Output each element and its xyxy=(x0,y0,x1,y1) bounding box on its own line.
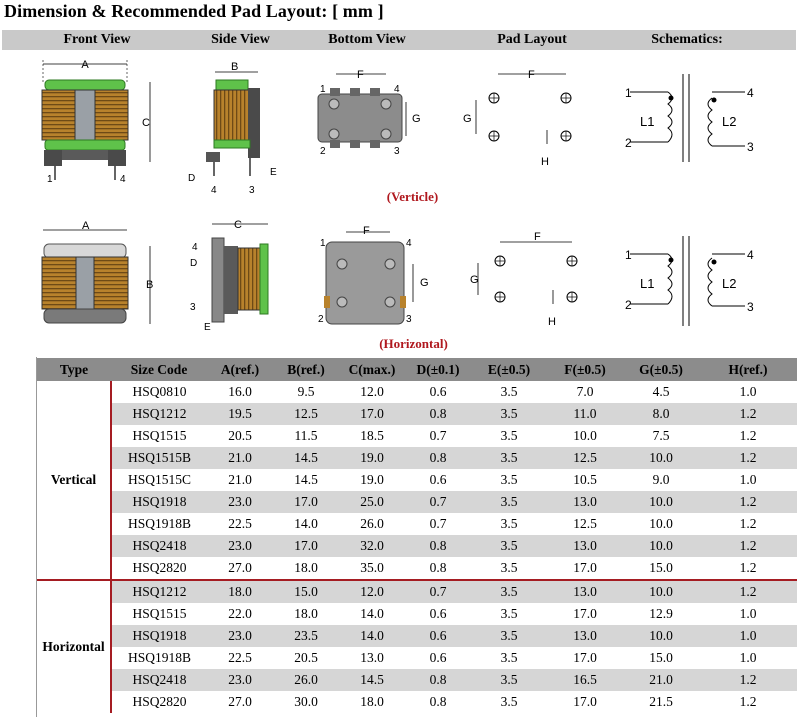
size-code-cell: HSQ2418 xyxy=(111,669,207,691)
size-code-cell: HSQ1515 xyxy=(111,425,207,447)
table-cell: 18.0 xyxy=(207,580,273,603)
table-cell: 11.5 xyxy=(273,425,339,447)
table-cell: 0.7 xyxy=(405,580,471,603)
table-cell: 15.0 xyxy=(623,647,699,669)
table-cell: 16.0 xyxy=(207,381,273,403)
table-cell: 1.0 xyxy=(699,381,797,403)
dim-label-F: F xyxy=(357,69,364,81)
table-cell: 22.5 xyxy=(207,513,273,535)
table-cell: 1.2 xyxy=(699,580,797,603)
table-cell: 32.0 xyxy=(339,535,405,557)
column-header: D(±0.1) xyxy=(405,358,471,381)
table-row xyxy=(37,469,797,491)
svg-text:1: 1 xyxy=(320,84,326,95)
table-cell: 0.8 xyxy=(405,669,471,691)
table-cell: 1.2 xyxy=(699,447,797,469)
table-cell: 10.0 xyxy=(623,580,699,603)
vertical-pad-layout xyxy=(463,69,571,168)
dim-label-A: A xyxy=(81,59,89,71)
table-row xyxy=(37,381,797,403)
table-cell: 3.5 xyxy=(471,491,547,513)
table-row xyxy=(37,425,797,447)
table-cell: 10.0 xyxy=(623,491,699,513)
dim-label-E: E xyxy=(270,167,277,178)
table-cell: 1.2 xyxy=(699,425,797,447)
vertical-schematic xyxy=(625,74,754,162)
page-title: Dimension & Recommended Pad Layout: [ mm ] xyxy=(4,1,384,21)
table-cell: 3.5 xyxy=(471,513,547,535)
table-cell: 1.0 xyxy=(699,625,797,647)
table-cell: 20.5 xyxy=(273,647,339,669)
table-cell: 15.0 xyxy=(273,580,339,603)
table-cell: 35.0 xyxy=(339,557,405,580)
vertical-front-view xyxy=(42,59,150,185)
dim-label-G: G xyxy=(412,113,421,125)
svg-text:E: E xyxy=(204,322,211,333)
table-cell: 14.5 xyxy=(273,447,339,469)
table-cell: 0.7 xyxy=(405,513,471,535)
table-cell: 3.5 xyxy=(471,647,547,669)
table-cell: 10.0 xyxy=(623,447,699,469)
table-cell: 14.0 xyxy=(339,625,405,647)
svg-text:4: 4 xyxy=(406,238,412,249)
coil-label-L1: L1 xyxy=(640,114,655,129)
table-cell: 19.0 xyxy=(339,469,405,491)
table-row xyxy=(37,535,797,557)
table-cell: 0.6 xyxy=(405,603,471,625)
table-cell: 27.0 xyxy=(207,557,273,580)
schematics-header: Schematics: xyxy=(651,32,723,47)
size-code-cell: HSQ1918B xyxy=(111,647,207,669)
table-cell: 17.0 xyxy=(547,647,623,669)
table-cell: 3.5 xyxy=(471,557,547,580)
column-header: H(ref.) xyxy=(699,358,797,381)
table-cell: 12.9 xyxy=(623,603,699,625)
column-header: Type xyxy=(37,358,111,381)
table-cell: 12.0 xyxy=(339,580,405,603)
column-header: B(ref.) xyxy=(273,358,339,381)
type-group-cell: Vertical xyxy=(37,381,111,580)
table-row xyxy=(37,603,797,625)
table-cell: 16.5 xyxy=(547,669,623,691)
table-cell: 14.5 xyxy=(339,669,405,691)
table-cell: 23.5 xyxy=(273,625,339,647)
horizontal-side-view xyxy=(190,219,268,333)
svg-text:2: 2 xyxy=(625,136,632,150)
table-cell: 15.0 xyxy=(623,557,699,580)
column-header: F(±0.5) xyxy=(547,358,623,381)
table-cell: 3.5 xyxy=(471,469,547,491)
table-cell: 17.0 xyxy=(273,491,339,513)
table-cell: 1.2 xyxy=(699,557,797,580)
svg-text:1: 1 xyxy=(625,248,632,262)
table-cell: 0.8 xyxy=(405,557,471,580)
horizontal-caption: (Horizontal) xyxy=(379,336,448,351)
svg-text:4: 4 xyxy=(747,86,754,100)
svg-text:F: F xyxy=(528,69,535,81)
table-cell: 1.2 xyxy=(699,669,797,691)
table-cell: 23.0 xyxy=(207,535,273,557)
table-cell: 1.0 xyxy=(699,603,797,625)
table-cell: 10.0 xyxy=(623,513,699,535)
size-code-cell: HSQ1515 xyxy=(111,603,207,625)
svg-text:C: C xyxy=(234,219,242,231)
vertical-side-view xyxy=(188,61,277,196)
svg-text:L2: L2 xyxy=(722,276,737,291)
table-cell: 4.5 xyxy=(623,381,699,403)
table-row xyxy=(37,557,797,580)
size-code-cell: HSQ1918 xyxy=(111,491,207,513)
svg-text:G: G xyxy=(470,274,479,286)
pin-label-4-side: 4 xyxy=(211,185,217,196)
horizontal-schematic xyxy=(625,236,754,326)
table-cell: 18.5 xyxy=(339,425,405,447)
table-cell: 17.0 xyxy=(339,403,405,425)
table-cell: 23.0 xyxy=(207,491,273,513)
horizontal-pad-layout xyxy=(470,231,577,328)
table-header-row xyxy=(37,358,797,381)
size-code-cell: HSQ0810 xyxy=(111,381,207,403)
table-cell: 3.5 xyxy=(471,603,547,625)
table-cell: 3.5 xyxy=(471,535,547,557)
table-cell: 27.0 xyxy=(207,691,273,713)
svg-text:F: F xyxy=(534,231,541,243)
table-cell: 18.0 xyxy=(273,557,339,580)
column-header: E(±0.5) xyxy=(471,358,547,381)
table-cell: 12.5 xyxy=(547,447,623,469)
pin-label-1: 1 xyxy=(47,174,53,185)
table-cell: 1.2 xyxy=(699,513,797,535)
size-code-cell: HSQ1918 xyxy=(111,625,207,647)
table-row xyxy=(37,691,797,713)
svg-text:2: 2 xyxy=(318,314,324,325)
svg-text:3: 3 xyxy=(747,140,754,154)
svg-text:1: 1 xyxy=(320,238,326,249)
table-cell: 0.8 xyxy=(405,447,471,469)
table-cell: 0.7 xyxy=(405,491,471,513)
table-cell: 0.6 xyxy=(405,647,471,669)
size-code-cell: HSQ1212 xyxy=(111,580,207,603)
table-cell: 19.0 xyxy=(339,447,405,469)
table-cell: 3.5 xyxy=(471,425,547,447)
table-cell: 11.0 xyxy=(547,403,623,425)
horizontal-front-view xyxy=(42,220,153,324)
column-header: G(±0.5) xyxy=(623,358,699,381)
svg-text:F: F xyxy=(363,225,370,237)
table-cell: 14.5 xyxy=(273,469,339,491)
dim-label-D: D xyxy=(188,173,196,184)
table-cell: 22.5 xyxy=(207,647,273,669)
size-code-cell: HSQ2418 xyxy=(111,535,207,557)
table-row xyxy=(37,580,797,603)
svg-text:3: 3 xyxy=(190,302,196,313)
dim-label-C: C xyxy=(142,117,150,129)
table-cell: 21.0 xyxy=(207,469,273,491)
svg-text:2: 2 xyxy=(625,298,632,312)
table-cell: 21.0 xyxy=(207,447,273,469)
table-row xyxy=(37,403,797,425)
svg-text:B: B xyxy=(146,279,154,291)
table-cell: 12.5 xyxy=(547,513,623,535)
table-row xyxy=(37,491,797,513)
table-cell: 13.0 xyxy=(547,491,623,513)
bottom-view-header: Bottom View xyxy=(328,32,406,47)
size-code-cell: HSQ2820 xyxy=(111,691,207,713)
table-cell: 1.2 xyxy=(699,403,797,425)
vertical-bottom-view xyxy=(318,69,421,157)
vertical-caption: (Verticle) xyxy=(386,189,439,204)
table-cell: 26.0 xyxy=(273,669,339,691)
table-cell: 12.5 xyxy=(273,403,339,425)
type-group-cell: Horizontal xyxy=(37,580,111,713)
table-cell: 10.0 xyxy=(623,625,699,647)
coil-label-L2: L2 xyxy=(722,114,737,129)
spec-table xyxy=(37,358,797,713)
table-cell: 17.0 xyxy=(547,691,623,713)
table-cell: 3.5 xyxy=(471,580,547,603)
table-cell: 0.6 xyxy=(405,625,471,647)
column-header: C(max.) xyxy=(339,358,405,381)
front-view-header: Front View xyxy=(63,32,131,47)
table-cell: 10.5 xyxy=(547,469,623,491)
table-cell: 10.0 xyxy=(623,535,699,557)
table-cell: 12.0 xyxy=(339,381,405,403)
size-code-cell: HSQ1515B xyxy=(111,447,207,469)
table-cell: 1.2 xyxy=(699,491,797,513)
svg-text:A: A xyxy=(82,220,90,232)
table-cell: 7.0 xyxy=(547,381,623,403)
table-cell: 0.6 xyxy=(405,469,471,491)
table-cell: 3.5 xyxy=(471,669,547,691)
horizontal-bottom-view xyxy=(318,225,429,325)
table-row xyxy=(37,625,797,647)
column-header: Size Code xyxy=(111,358,207,381)
table-cell: 13.0 xyxy=(547,580,623,603)
table-cell: 8.0 xyxy=(623,403,699,425)
size-code-cell: HSQ1515C xyxy=(111,469,207,491)
column-header: A(ref.) xyxy=(207,358,273,381)
table-row xyxy=(37,513,797,535)
table-cell: 14.0 xyxy=(273,513,339,535)
dim-label-H: H xyxy=(541,156,549,168)
pad-layout-header: Pad Layout xyxy=(497,32,567,47)
table-cell: 9.5 xyxy=(273,381,339,403)
size-code-cell: HSQ2820 xyxy=(111,557,207,580)
table-cell: 21.5 xyxy=(623,691,699,713)
table-cell: 3.5 xyxy=(471,691,547,713)
svg-text:G: G xyxy=(420,277,429,289)
table-row xyxy=(37,647,797,669)
table-cell: 0.7 xyxy=(405,425,471,447)
table-cell: 23.0 xyxy=(207,625,273,647)
table-cell: 13.0 xyxy=(547,535,623,557)
table-cell: 3.5 xyxy=(471,625,547,647)
table-cell: 0.8 xyxy=(405,403,471,425)
svg-text:3: 3 xyxy=(394,146,400,157)
table-cell: 0.6 xyxy=(405,381,471,403)
table-body xyxy=(37,381,797,713)
table-cell: 7.5 xyxy=(623,425,699,447)
svg-text:4: 4 xyxy=(747,248,754,262)
table-cell: 1.0 xyxy=(699,469,797,491)
table-cell: 18.0 xyxy=(339,691,405,713)
size-code-cell: HSQ1918B xyxy=(111,513,207,535)
table-cell: 23.0 xyxy=(207,669,273,691)
table-cell: 10.0 xyxy=(547,425,623,447)
svg-text:H: H xyxy=(548,316,556,328)
table-cell: 19.5 xyxy=(207,403,273,425)
table-cell: 0.8 xyxy=(405,535,471,557)
table-cell: 17.0 xyxy=(547,557,623,580)
table-cell: 18.0 xyxy=(273,603,339,625)
table-cell: 30.0 xyxy=(273,691,339,713)
table-cell: 22.0 xyxy=(207,603,273,625)
table-cell: 3.5 xyxy=(471,403,547,425)
svg-text:4: 4 xyxy=(192,242,198,253)
table-cell: 25.0 xyxy=(339,491,405,513)
table-cell: 20.5 xyxy=(207,425,273,447)
table-cell: 14.0 xyxy=(339,603,405,625)
table-cell: 1.2 xyxy=(699,691,797,713)
table-cell: 3.5 xyxy=(471,381,547,403)
table-cell: 9.0 xyxy=(623,469,699,491)
table-cell: 26.0 xyxy=(339,513,405,535)
side-view-header: Side View xyxy=(211,32,270,47)
svg-text:3: 3 xyxy=(747,300,754,314)
pin-label-3-side: 3 xyxy=(249,185,255,196)
svg-text:4: 4 xyxy=(394,84,400,95)
table-row xyxy=(37,447,797,469)
table-cell: 17.0 xyxy=(547,603,623,625)
table-cell: 0.8 xyxy=(405,691,471,713)
table-cell: 1.2 xyxy=(699,535,797,557)
table-row xyxy=(37,669,797,691)
table-cell: 13.0 xyxy=(547,625,623,647)
view-header-bar xyxy=(2,30,796,50)
svg-text:2: 2 xyxy=(320,146,326,157)
table-cell: 3.5 xyxy=(471,447,547,469)
svg-text:1: 1 xyxy=(625,86,632,100)
svg-text:L1: L1 xyxy=(640,276,655,291)
table-cell: 13.0 xyxy=(339,647,405,669)
dim-label-B: B xyxy=(231,61,239,73)
svg-text:D: D xyxy=(190,258,198,269)
size-code-cell: HSQ1212 xyxy=(111,403,207,425)
table-cell: 17.0 xyxy=(273,535,339,557)
svg-text:3: 3 xyxy=(406,314,412,325)
pin-label-4: 4 xyxy=(120,174,126,185)
table-cell: 21.0 xyxy=(623,669,699,691)
table-cell: 1.0 xyxy=(699,647,797,669)
svg-text:G: G xyxy=(463,113,472,125)
